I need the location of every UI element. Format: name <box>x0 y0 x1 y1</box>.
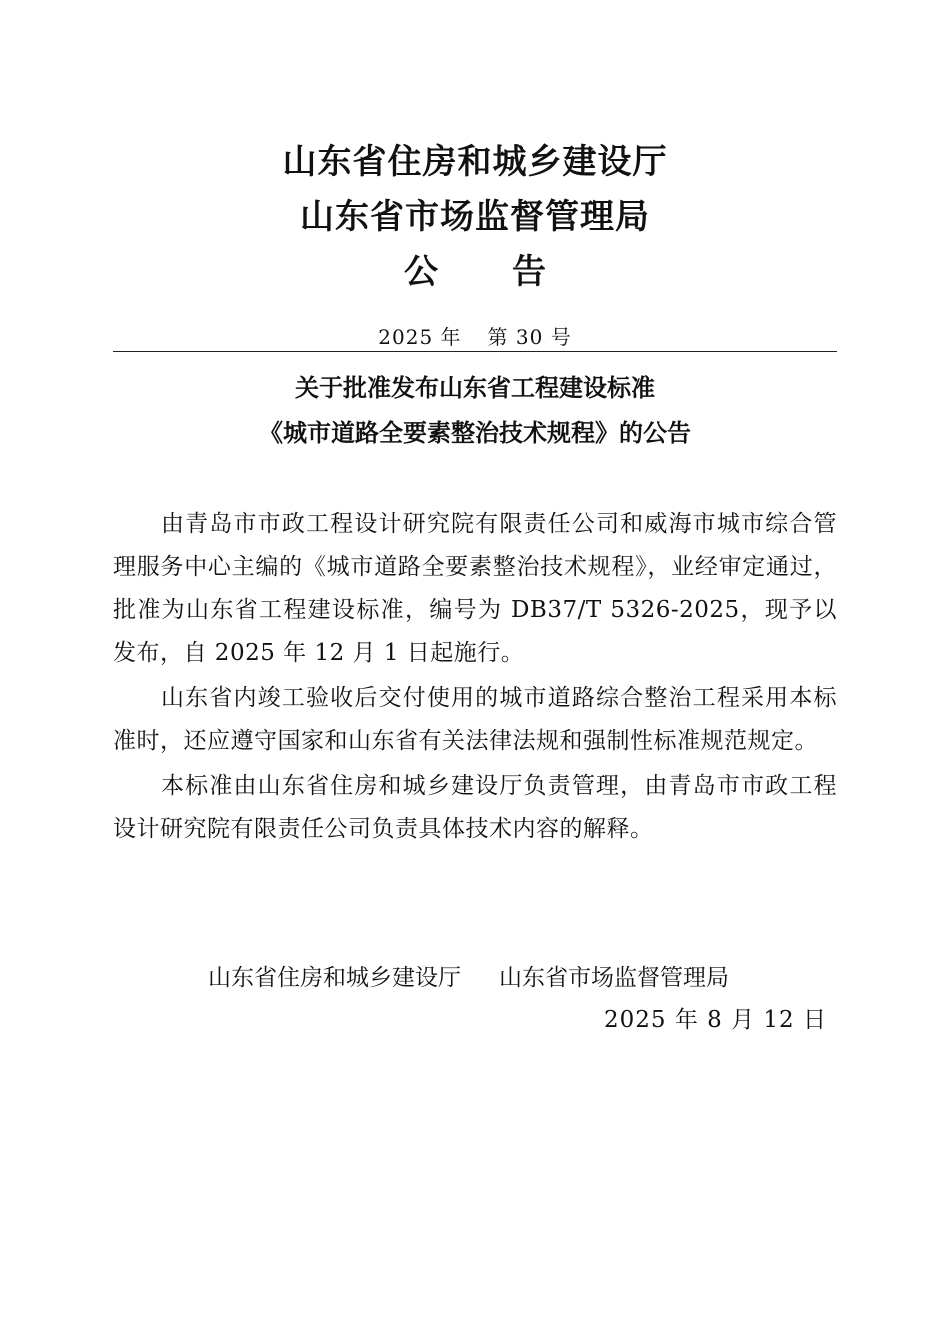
signature-date: 2025 年 8 月 12 日 <box>604 1007 827 1033</box>
doc-type-title <box>0 252 950 292</box>
document-number <box>0 325 950 349</box>
body-paragraph: 本标准由山东省住房和城乡建设厅负责管理，由青岛市市政工程设计研究院有限责任公司负责具体技术内容的解释。 <box>113 773 837 842</box>
signature-org-market: 山东省市场监督管理局 <box>499 965 729 991</box>
doc-year: 2025 年 <box>378 325 462 349</box>
doc-type-char-1: 公 <box>404 252 438 292</box>
announcement-body <box>113 503 837 853</box>
subject-line-2: 《城市道路全要素整治技术规程》的公告 <box>259 418 691 447</box>
issuer-name-market: 山东省市场监督管理局 <box>300 197 650 237</box>
signature-org-housing: 山东省住房和城乡建设厅 <box>208 965 461 991</box>
subject-line-1: 关于批准发布山东省工程建设标准 <box>295 373 655 402</box>
body-paragraph: 由青岛市市政工程设计研究院有限责任公司和威海市城市综合管理服务中心主编的《城市道路全要素整治技术规程》，业经审定通过，批准为山东省工程建设标准，编号为 DB37/T 5326-2025，现予以发布，自 2025 年 12 月 1 日起施行。 <box>113 511 837 666</box>
body-paragraph: 山东省内竣工验收后交付使用的城市道路综合整治工程采用本标准时，还应遵守国家和山东省有关法律法规和强制性标准规范规定。 <box>113 685 837 754</box>
doc-type-char-2: 告 <box>512 252 546 292</box>
doc-serial-number: 第 30 号 <box>487 325 572 349</box>
issuer-name-housing: 山东省住房和城乡建设厅 <box>282 142 668 182</box>
header-divider <box>113 351 837 352</box>
signature-organizations <box>208 961 729 995</box>
